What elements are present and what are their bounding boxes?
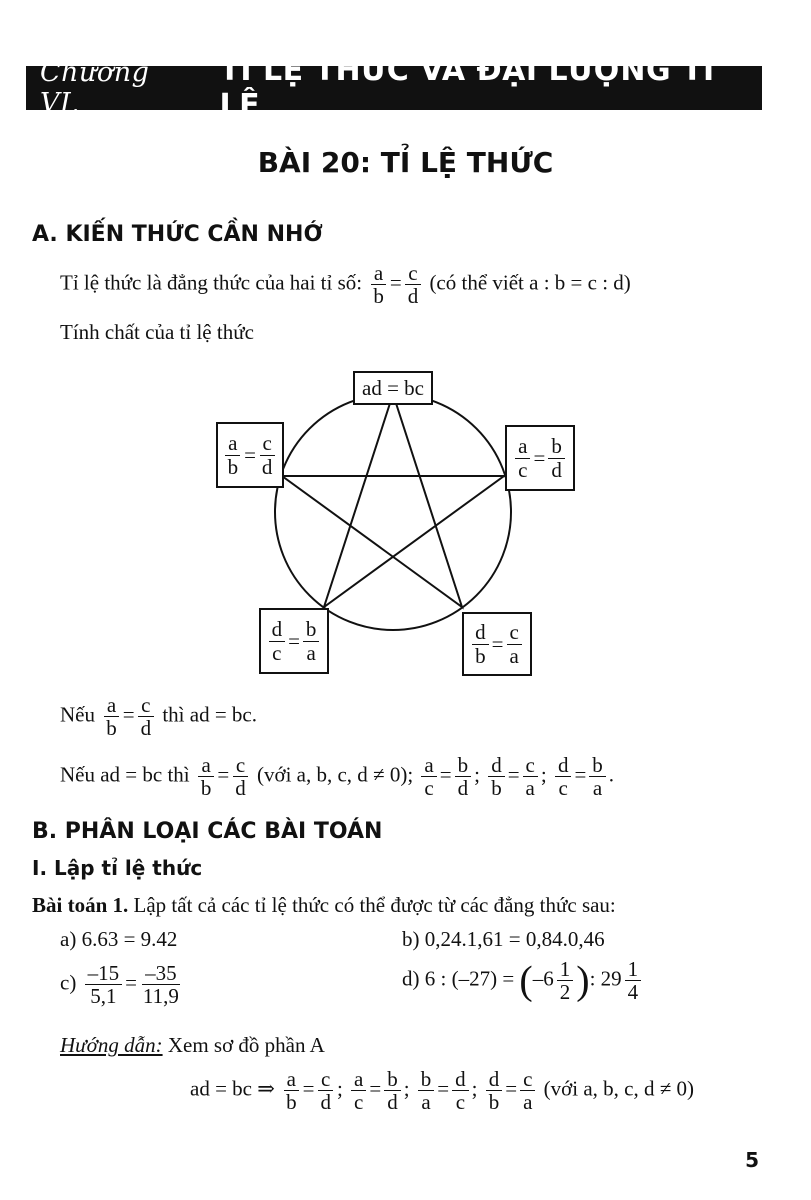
diagram-box-left: a b = c d <box>216 422 284 488</box>
item-c: c) $\frac{-15}{5,1}$ = $\frac{-35}{11,9}$ <box>60 961 179 1009</box>
if-prefix: Nếu <box>60 702 95 727</box>
if-then: thì ad = bc. <box>162 702 257 727</box>
sub-heading: I. Lập tỉ lệ thức <box>32 856 203 880</box>
fraction-c-d: $\frac{c}{d}$ <box>405 262 422 307</box>
item-d: d) 6 : (–27) = (–6 $\frac{1}{2}$ ): 29 $\frac{1}{4}$ <box>402 958 644 1003</box>
section-a-heading: A. KIẾN THỨC CẦN NHỚ <box>32 222 323 247</box>
definition-line: Tỉ lệ thức là đẳng thức của hai tỉ số: $\frac{a}{b}$ = $\frac{c}{d}$ (có thể viết a : b = c : d) <box>60 261 631 309</box>
fraction-a-b: $\frac{a}{b}$ <box>370 262 387 307</box>
item-b: b) 0,24.1,61 = 0,84.0,46 <box>402 927 605 951</box>
definition-suffix: (có thể viết a : b = c : d) <box>429 270 631 295</box>
diagram-box-bottom-right: d b = c a <box>462 612 532 676</box>
problem-label: Bài toán 1. <box>32 893 129 917</box>
final-relations: ad = bc ⇒ $\frac{a}{b}$ = $\frac{c}{d}$ ; $\frac{a}{c}$ = $\frac{b}{d}$ ; $\frac{b}{a}$ = $\frac{d}{c}$ ; $\frac{d}{b}$ = $\frac{c}{a}$ (với a, b, c, d ≠ 0) <box>190 1067 694 1115</box>
property-heading: Tính chất của tỉ lệ thức <box>60 320 254 344</box>
diagram-circle <box>275 394 511 630</box>
diagram-box-top: ad = bc <box>353 371 433 405</box>
chapter-title: TỈ LỆ THỨC VÀ ĐẠI LƯỢNG TỈ LỆ <box>219 53 715 123</box>
converse-prefix: Nếu ad = bc thì <box>60 762 190 787</box>
guide-line <box>60 1033 325 1058</box>
property-forward: Nếu $\frac{a}{b}$ = $\frac{c}{d}$ thì ad = bc. <box>60 693 257 741</box>
problem-text: Lập tất cả các tỉ lệ thức có thể được từ các đẳng thức sau: <box>133 893 616 917</box>
lesson-title: BÀI 20: TỈ LỆ THỨC <box>257 146 554 179</box>
diagram-star <box>282 394 504 607</box>
page-number: 5 <box>745 1148 759 1172</box>
problem-statement <box>32 893 616 918</box>
definition-prefix: Tỉ lệ thức là đẳng thức của hai tỉ số: <box>60 270 363 295</box>
guide-label: Hướng dẫn: <box>60 1033 163 1057</box>
diagram-box-right: a c = b d <box>505 425 575 491</box>
guide-text: Xem sơ đồ phần A <box>167 1033 325 1057</box>
final-prefix: ad = bc ⇒ <box>190 1076 275 1101</box>
item-d-prefix: d) 6 : (–27) = <box>402 966 515 991</box>
section-b-heading: B. PHÂN LOẠI CÁC BÀI TOÁN <box>32 819 383 844</box>
property-converse: Nếu ad = bc thì $\frac{a}{b}$ = $\frac{c}{d}$ (với a, b, c, d ≠ 0); $\frac{a}{c}$ = $\frac{b}{d}$ ; $\frac{d}{b}$ = $\frac{c}{a}$ ; $\frac{d}{c}$ = $\frac{b}{a}$ . <box>60 753 615 801</box>
converse-condition: (với a, b, c, d ≠ 0); <box>256 762 414 787</box>
chapter-label: Chương VI. <box>40 57 150 119</box>
item-a: a) 6.63 = 9.42 <box>60 927 178 951</box>
item-c-label: c) <box>60 970 77 995</box>
final-condition: (với a, b, c, d ≠ 0) <box>543 1076 694 1101</box>
diagram-box-bottom-left: d c = b a <box>259 608 329 674</box>
